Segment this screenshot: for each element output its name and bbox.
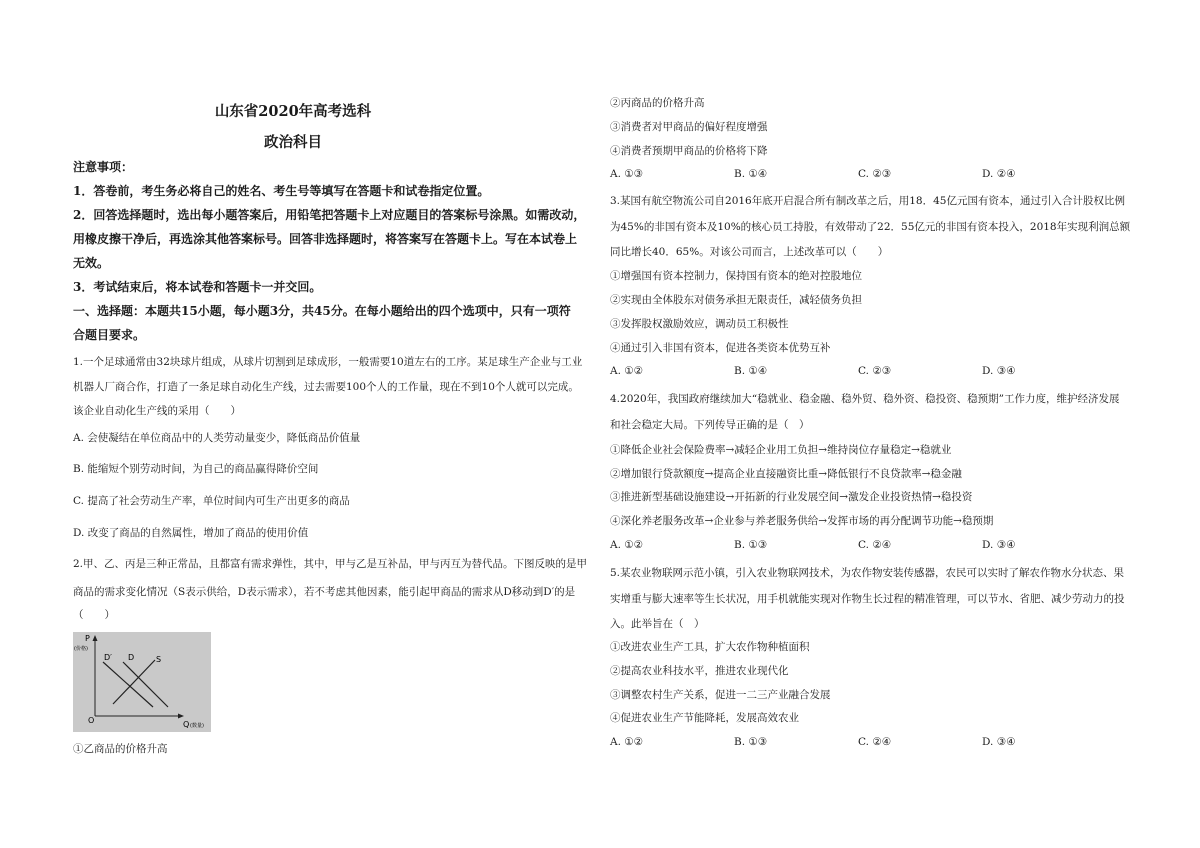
statement: ③推进新型基础设施建设→开拓新的行业发展空间→激发企业投资热情→稳投资 — [610, 491, 973, 503]
question-stem: 实增重与膨大速率等生长状况，用手机就能实现对作物生长过程的精准管理，可以节水、省肥、减少劳动力的投 — [610, 593, 1125, 605]
answer-option: B. 能缩短个别劳动时间，为自己的商品赢得降价空间 — [73, 463, 319, 475]
answer-option: A. ①③ — [610, 168, 644, 180]
answer-option: D. 改变了商品的自然属性，增加了商品的使用价值 — [73, 527, 309, 539]
page-subtitle: 政治科目 — [264, 134, 322, 151]
notice-line: 1．答卷前，考生务必将自己的姓名、考生号等填写在答题卡和试卷指定位置。 — [73, 184, 490, 198]
notice-line: 用橡皮擦干净后，再选涂其他答案标号。回答非选择题时，将答案写在答题卡上。写在本试卷上 — [73, 232, 578, 246]
section-heading: 一、选择题：本题共15小题，每小题3分，共45分。在每小题给出的四个选项中，只有一项符 — [73, 304, 571, 318]
answer-option: C. ②④ — [858, 736, 892, 748]
quantity-axis-unit: (数量) — [190, 723, 204, 729]
statement: ④促进农业生产节能降耗，发展高效农业 — [610, 712, 799, 724]
statement: ①改进农业生产工具，扩大农作物种植面积 — [610, 641, 810, 653]
supply-demand-graph — [73, 632, 211, 732]
s-label: S — [156, 655, 162, 664]
answer-option: C. ②③ — [858, 365, 892, 377]
answer-option: C. ②④ — [858, 539, 892, 551]
section-heading: 合题目要求。 — [73, 328, 146, 342]
statement: ①降低企业社会保险费率→减轻企业用工负担→维持岗位存量稳定→稳就业 — [610, 444, 952, 456]
answer-option: A. ①② — [610, 539, 644, 551]
statement: ④深化养老服务改革→企业参与养老服务供给→发挥市场的再分配调节功能→稳预期 — [610, 515, 994, 527]
question-stem: 和社会稳定大局。下列传导正确的是（ ） — [610, 419, 810, 431]
statement: ①乙商品的价格升高 — [73, 743, 168, 755]
d-prime-label: D′ — [104, 653, 112, 662]
question-stem: 商品的需求变化情况（S表示供给，D表示需求），若不考虑其他因素，能引起甲商品的需求从D移动到D′的是 — [73, 586, 576, 598]
question-stem: 4.2020年，我国政府继续加大“稳就业、稳金融、稳外贸、稳外资、稳投资、稳预期”工作力度，维护经济发展 — [610, 393, 1120, 405]
answer-option: D. ③④ — [982, 736, 1016, 748]
answer-option: B. ①④ — [734, 365, 768, 377]
question-stem: 5.某农业物联网示范小镇，引入农业物联网技术，为农作物安装传感器，农民可以实时了解农作物水分状态、果 — [610, 567, 1125, 579]
answer-option: A. 会使凝结在单位商品中的人类劳动量变少，降低商品价值量 — [73, 432, 361, 444]
question-stem: 2.甲、乙、丙是三种正常品，且都富有需求弹性，其中，甲与乙是互补品，甲与丙互为替代品。下图反映的是甲 — [73, 558, 588, 570]
statement: ③发挥股权激励效应，调动员工积极性 — [610, 318, 789, 330]
notice-line: 2．回答选择题时，选出每小题答案后，用铅笔把答题卡上对应题目的答案标号涂黑。如需改动， — [73, 208, 586, 222]
answer-option: C. ②③ — [858, 168, 892, 180]
answer-option: A. ①② — [610, 365, 644, 377]
statement: ④通过引入非国有资本，促进各类资本优势互补 — [610, 342, 831, 354]
question-stem: （ ） — [73, 609, 115, 621]
page-title: 山东省2020年高考选科 — [214, 103, 372, 120]
notice-line: 无效。 — [73, 256, 110, 270]
question-stem: 该企业自动化生产线的采用（ ） — [73, 405, 241, 417]
question-stem: 1.一个足球通常由32块球片组成，从球片切割到足球成形，一般需要10道左右的工序。某足球生产企业与工业 — [73, 356, 583, 368]
question-stem: 入。此举旨在（ ） — [610, 618, 705, 630]
statement: ③消费者对甲商品的偏好程度增强 — [610, 121, 768, 133]
answer-option: D. ②④ — [982, 168, 1016, 180]
answer-option: D. ③④ — [982, 539, 1016, 551]
supply-curve-s — [113, 660, 155, 704]
demand-shift-figure — [73, 632, 211, 732]
question-stem: 为45%的非国有资本及10%的核心员工持股，有效带动了22．55亿元的非国有资本投入，2018年实现利润总额 — [610, 221, 1131, 233]
statement: ②丙商品的价格升高 — [610, 97, 705, 109]
answer-option: A. ①② — [610, 736, 644, 748]
question-stem: 3.某国有航空物流公司自2016年底开启混合所有制改革之后，用18．45亿元国有资本，通过引入合计股权比例 — [610, 195, 1125, 207]
answer-option: B. ①③ — [734, 539, 768, 551]
d-label: D — [128, 653, 135, 662]
notice-line: 3．考试结束后，将本试卷和答题卡一并交回。 — [73, 280, 322, 294]
origin-label: O — [88, 716, 95, 725]
question-stem: 机器人厂商合作，打造了一条足球自动化生产线，过去需要100个人的工作量，现在不到10个人就可以完成。 — [73, 381, 579, 393]
statement: ④消费者预期甲商品的价格将下降 — [610, 145, 768, 157]
statement: ①增强国有资本控制力，保持国有资本的绝对控股地位 — [610, 270, 862, 282]
answer-option: C. 提高了社会劳动生产率，单位时间内可生产出更多的商品 — [73, 495, 350, 507]
answer-option: D. ③④ — [982, 365, 1016, 377]
price-axis-unit: (价格) — [74, 646, 88, 652]
answer-option: B. ①④ — [734, 168, 768, 180]
quantity-axis-label: Q — [183, 720, 190, 729]
statement: ②增加银行贷款额度→提高企业直接融资比重→降低银行不良贷款率→稳金融 — [610, 468, 962, 480]
answer-option: B. ①③ — [734, 736, 768, 748]
statement: ②提高农业科技水平，推进农业现代化 — [610, 665, 789, 677]
price-axis-label: P — [85, 634, 90, 643]
statement: ③调整农村生产关系，促进一二三产业融合发展 — [610, 689, 831, 701]
statement: ②实现由全体股东对债务承担无限责任，减轻债务负担 — [610, 294, 862, 306]
quantity-axis-arrow — [178, 714, 184, 719]
question-stem: 同比增长40．65%。对该公司而言，上述改革可以（ ） — [610, 246, 889, 258]
price-axis-arrow — [93, 635, 98, 641]
notice-heading: 注意事项： — [73, 160, 134, 174]
